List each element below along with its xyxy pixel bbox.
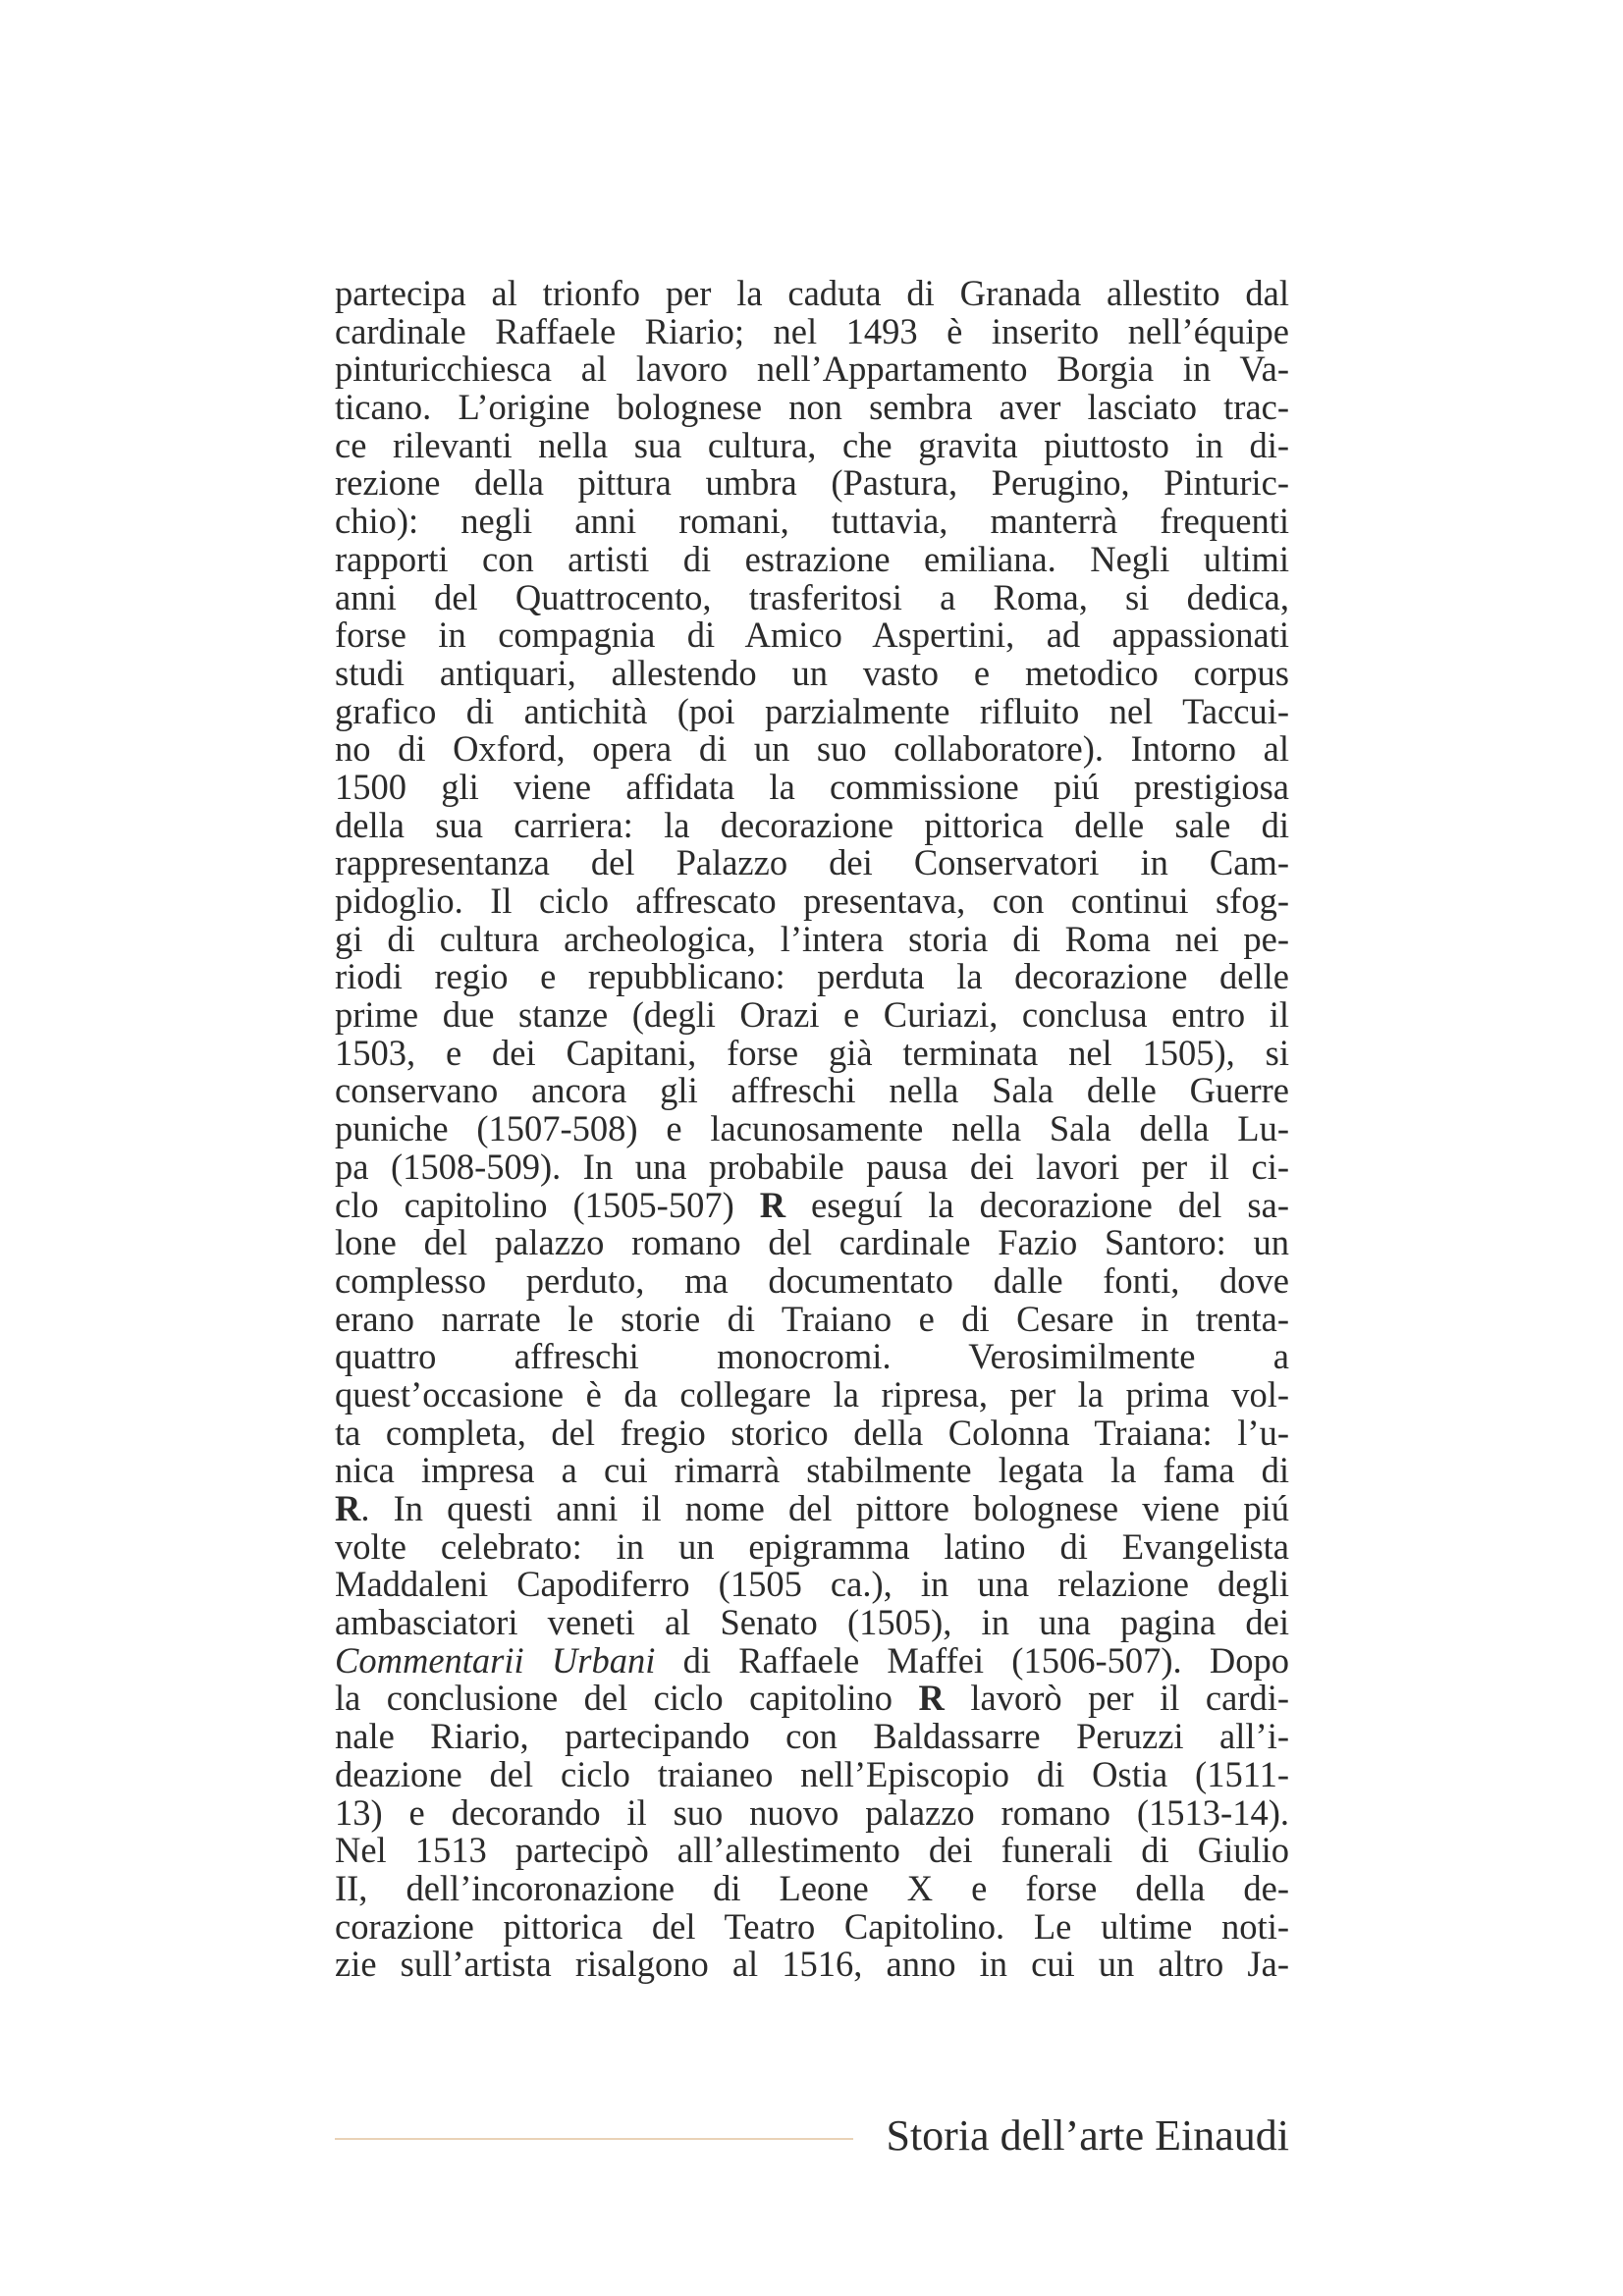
text-segment: riodi regio e repubblicano: perduta la decorazione delle: [335, 956, 1289, 997]
text-segment: ticano. L’origine bolognese non sembra aver lasciato trac-: [335, 387, 1289, 428]
text-line: [335, 1718, 1289, 1756]
text-line: [335, 310, 1289, 351]
text-line: [335, 1338, 1289, 1376]
text-segment: conservano ancora gli affreschi nella Sala delle Guerre: [335, 1070, 1289, 1111]
text-line: [335, 1032, 1289, 1073]
text-segment: ambasciatori veneti al Senato (1505), in una pagina dei: [335, 1602, 1289, 1643]
text-segment: prime due stanze (degli Orazi e Curiazi, conclusa entro il: [335, 994, 1289, 1036]
text-line: [335, 730, 1289, 769]
text-segment: chio): negli anni romani, tuttavia, manterrà frequenti: [335, 501, 1289, 542]
text-line: [335, 1604, 1289, 1642]
text-segment: anni del Quattrocento, trasferitosi a Roma, si dedica,: [335, 576, 1289, 617]
text-line: [335, 1110, 1289, 1148]
text-segment: lavorò per il cardi-: [944, 1678, 1290, 1719]
text-line: [335, 1566, 1289, 1604]
text-line: [335, 275, 1289, 313]
text-segment: deazione del ciclo traianeo nell’Episcopio di Ostia (1511-: [335, 1753, 1289, 1794]
text-segment: quattro affreschi monocromi. Verosimilmente a: [335, 1336, 1289, 1377]
text-line: [335, 766, 1289, 807]
text-segment: Nel 1513 partecipò all’allestimento dei funerali di Giulio: [335, 1830, 1289, 1871]
text-line: [335, 424, 1289, 465]
text-line: [335, 652, 1289, 693]
text-segment: di Raffaele Maffei (1506-507). Dopo: [655, 1639, 1289, 1681]
text-segment: clo capitolino (1505-507): [335, 1184, 760, 1225]
text-segment: rezione della pittura umbra (Pastura, Perugino, Pinturic-: [335, 462, 1289, 504]
text-segment: Maddaleni Capodiferro (1505 ca.), in una relazione degli: [335, 1564, 1289, 1605]
text-segment: corazione pittorica del Teatro Capitolino. Le ultime noti-: [335, 1905, 1289, 1947]
text-line: [335, 1148, 1289, 1187]
text-segment: lone del palazzo romano del cardinale Fazio Santoro: un: [335, 1222, 1289, 1263]
text-segment: ta completa, del fregio storico della Colonna Traiana: l’u-: [335, 1412, 1289, 1453]
text-line: [335, 389, 1289, 427]
text-line: [335, 1946, 1289, 1984]
text-line: [335, 1072, 1289, 1110]
text-segment: rapporti con artisti di estrazione emiliana. Negli ultimi: [335, 538, 1289, 579]
text-line: [335, 1298, 1289, 1339]
text-segment: rappresentanza del Palazzo dei Conservatori in Cam-: [335, 842, 1289, 883]
text-bold: R: [335, 1488, 361, 1528]
text-line: [335, 538, 1289, 579]
text-segment: eseguí la decorazione del sa-: [785, 1184, 1289, 1225]
text-line: [335, 1224, 1289, 1262]
text-segment: nica impresa a cui rimarrà stabilmente legata la fama di: [335, 1450, 1289, 1491]
text-line: [335, 1452, 1289, 1490]
text-line: [335, 464, 1289, 503]
text-bold: R: [918, 1678, 945, 1719]
text-segment: 1500 gli viene affidata la commissione piú prestigiosa: [335, 766, 1289, 807]
text-segment: la conclusione del ciclo capitolino: [335, 1678, 919, 1719]
text-line: [335, 882, 1289, 921]
text-line: [335, 1259, 1289, 1301]
text-segment: forse in compagnia di Amico Aspertini, ad appassionati: [335, 614, 1289, 656]
text-segment: pinturicchiesca al lavoro nell’Appartamento Borgia in Va-: [335, 348, 1289, 390]
text-segment: gi di cultura archeologica, l’intera storia di Roma nei pe-: [335, 918, 1289, 959]
text-segment: complesso perduto, ma documentato dalle fonti, dove: [335, 1259, 1289, 1301]
text-segment: studi antiquari, allestendo un vasto e metodico corpus: [335, 652, 1289, 693]
text-line: [335, 1832, 1289, 1870]
text-line: [335, 1639, 1289, 1681]
text-line: [335, 1791, 1289, 1833]
text-line: [335, 1753, 1289, 1794]
text-segment: 13) e decorando il suo nuovo palazzo romano (1513-14).: [335, 1791, 1289, 1833]
text-line: [335, 1680, 1289, 1718]
footer-rule: [335, 2138, 853, 2140]
text-bold: R: [759, 1184, 786, 1225]
text-segment: quest’occasione è da collegare la ripresa, per la prima vol-: [335, 1373, 1289, 1415]
text-italic: Commentarii Urbani: [335, 1639, 656, 1681]
text-line: [335, 576, 1289, 617]
text-line: [335, 616, 1289, 655]
text-segment: 1503, e dei Capitani, forse già terminata nel 1505), si: [335, 1032, 1289, 1073]
text-line: [335, 918, 1289, 959]
text-segment: II, dell’incoronazione di Leone X e forse della de-: [335, 1867, 1289, 1908]
text-segment: ce rilevanti nella sua cultura, che gravita piuttosto in di-: [335, 424, 1289, 465]
text-segment: pidoglio. Il ciclo affrescato presentava, con continui sfog-: [335, 881, 1289, 921]
text-line: [335, 1412, 1289, 1453]
text-line: [335, 1525, 1289, 1567]
text-segment: volte celebrato: in un epigramma latino di Evangelista: [335, 1525, 1289, 1567]
text-segment: zie sull’artista risalgono al 1516, anno in cui un altro Ja-: [335, 1944, 1289, 1985]
text-segment: nale Riario, partecipando con Baldassarre Peruzzi all’i-: [335, 1716, 1289, 1757]
text-line: [335, 1184, 1289, 1225]
text-segment: pa (1508-509). In una probabile pausa dei lavori per il ci-: [335, 1146, 1289, 1187]
text-line: [335, 350, 1289, 389]
footer-title: Storia dell’arte Einaudi: [886, 2111, 1289, 2160]
body-text: [335, 275, 1289, 1984]
text-line: [335, 503, 1289, 541]
text-line: [335, 1373, 1289, 1415]
text-line: [335, 958, 1289, 996]
text-segment: no di Oxford, opera di un suo collaboratore). Intorno al: [335, 728, 1289, 770]
text-line: [335, 844, 1289, 882]
text-segment: . In questi anni il nome del pittore bolognese viene piú: [360, 1488, 1289, 1528]
text-segment: della sua carriera: la decorazione pittorica delle sale di: [335, 804, 1289, 845]
text-segment: erano narrate le storie di Traiano e di Cesare in trenta-: [335, 1298, 1289, 1339]
text-segment: partecipa al trionfo per la caduta di Granada allestito dal: [335, 273, 1289, 313]
text-line: [335, 1905, 1289, 1947]
text-line: [335, 804, 1289, 845]
text-segment: puniche (1507-508) e lacunosamente nella Sala della Lu-: [335, 1108, 1289, 1149]
text-segment: cardinale Raffaele Riario; nel 1493 è inserito nell’équipe: [335, 310, 1289, 351]
text-line: [335, 996, 1289, 1035]
text-line: [335, 690, 1289, 731]
text-line: [335, 1867, 1289, 1908]
text-line: [335, 1490, 1289, 1528]
page-footer: [335, 2109, 1289, 2163]
text-segment: grafico di antichità (poi parzialmente rifluito nel Taccui-: [335, 690, 1289, 731]
